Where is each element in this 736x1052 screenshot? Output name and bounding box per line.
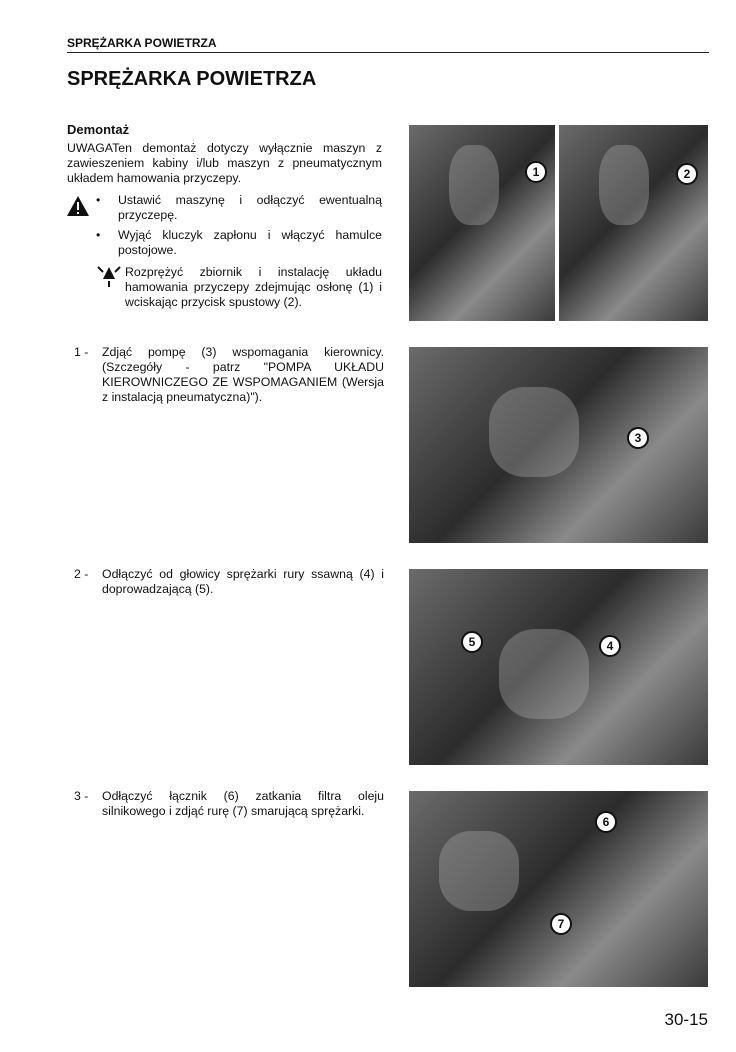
step-number: 3 -: [74, 789, 89, 803]
photo-oil-pipe: [409, 791, 708, 987]
callout-5: 5: [461, 631, 483, 653]
photo-drain-button: [559, 125, 708, 321]
photo-valve-cover: [409, 125, 555, 321]
bullet-item: • Ustawić maszynę i odłączyć ewentualną przyczepę.: [96, 193, 382, 222]
running-header: SPRĘŻARKA POWIETRZA: [67, 36, 217, 50]
section-heading: Demontaż: [67, 122, 130, 137]
photo-compressor-head: [409, 569, 708, 765]
step-number: 2 -: [74, 567, 89, 581]
callout-2: 2: [676, 163, 698, 185]
callout-1: 1: [525, 161, 547, 183]
note-text: Ten demontaż dotyczy wyłącznie maszyn z zawieszeniem kabiny i/lub maszyn z pneumatycznym układem hamowania przyczepy.: [67, 141, 382, 185]
bullet-item: • Wyjąć kluczyk zapłonu i włączyć hamulce postojowe.: [96, 228, 382, 257]
note-label: UWAGA: [67, 141, 113, 155]
pressure-warning-text: Rozprężyć zbiornik i instalację układu hamowania przyczepy zdejmując osłonę (1) i wciskając przycisk spustowy (2).: [125, 265, 382, 309]
page-title: SPRĘŻARKA POWIETRZA: [67, 68, 317, 90]
warning-icon: [67, 196, 89, 216]
photo-steering-pump: [409, 347, 708, 543]
callout-7: 7: [550, 913, 572, 935]
bullet-text: Wyjąć kluczyk zapłonu i włączyć hamulce postojowe.: [118, 228, 382, 257]
pressure-warning-icon: [97, 265, 121, 287]
step-text: Odłączyć łącznik (6) zatkania filtra oleju silnikowego i zdjąć rurę (7) smarującą sprężarki.: [102, 789, 384, 818]
callout-3: 3: [627, 427, 649, 449]
callout-4: 4: [599, 635, 621, 657]
step-text: Zdjąć pompę (3) wspomagania kierownicy. (Szczegóły - patrz "POMPA UKŁADU KIEROWNICZEGO ZE WSPOMAGANIEM (Wersja z instalacją pneumatyczna)").: [102, 345, 384, 404]
header-rule: [67, 52, 709, 53]
page-number: 30-15: [664, 1010, 708, 1029]
step-text: Odłączyć od głowicy sprężarki rury ssawną (4) i doprowadzającą (5).: [102, 567, 384, 596]
step-number: 1 -: [74, 345, 89, 359]
note: [67, 141, 382, 186]
bullet-text: Ustawić maszynę i odłączyć ewentualną przyczepę.: [118, 193, 382, 222]
callout-6: 6: [595, 811, 617, 833]
